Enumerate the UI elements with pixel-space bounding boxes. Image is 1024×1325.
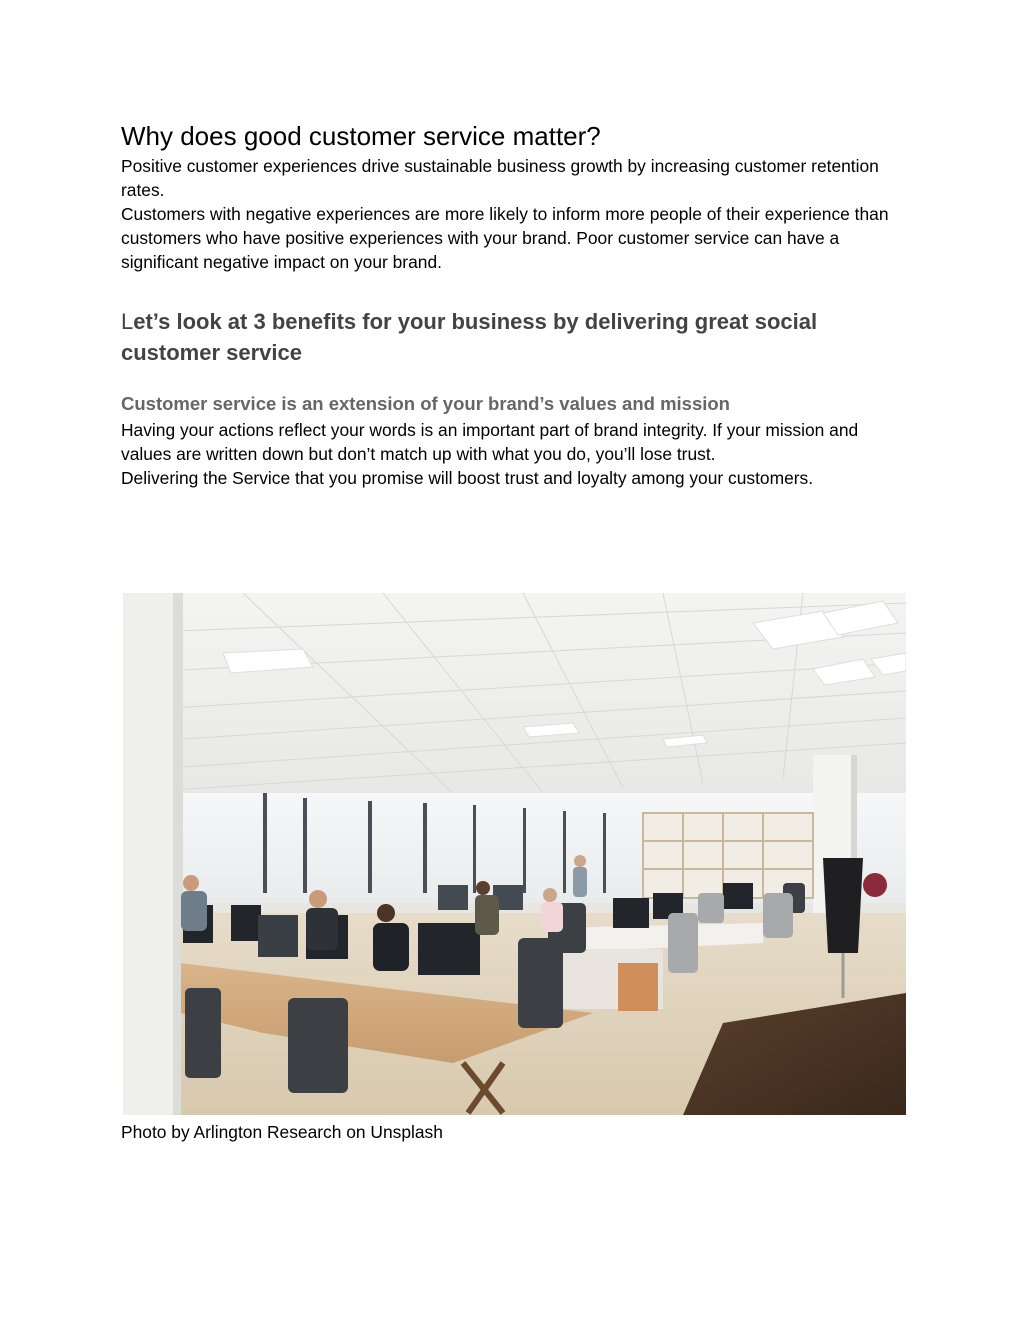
photo-caption: Photo by Arlington Research on Unsplash bbox=[121, 1122, 443, 1142]
paragraph-brand-integrity: Having your actions reflect your words is an important part of brand integrity. If your mission and values are written down but don’t match up with what you do, you’ll lose trust. bbox=[121, 420, 859, 464]
subheading-brand-values: Customer service is an extension of your brand’s values and mission bbox=[121, 393, 730, 414]
section-heading-benefits bbox=[121, 306, 906, 368]
paragraph-trust-loyalty: Delivering the Service that you promise will boost trust and loyalty among your customers. bbox=[121, 468, 814, 488]
office-photo-illustration bbox=[123, 593, 906, 1115]
article-body bbox=[121, 118, 906, 490]
paragraph-retention: Positive customer experiences drive sustainable business growth by increasing customer retention rates. bbox=[121, 156, 879, 200]
paragraph-negative-experiences: Customers with negative experiences are more likely to inform more people of their experience than customers who have positive experiences with your brand. Poor customer service can have a significant negative impact on your brand. bbox=[121, 204, 889, 272]
section-heading-rest: et’s look at 3 benefits for your business by delivering great social customer service bbox=[121, 309, 818, 365]
page-title: Why does good customer service matter? bbox=[121, 121, 601, 151]
section-heading-lead: L bbox=[121, 309, 134, 334]
office-photo bbox=[123, 593, 906, 1115]
